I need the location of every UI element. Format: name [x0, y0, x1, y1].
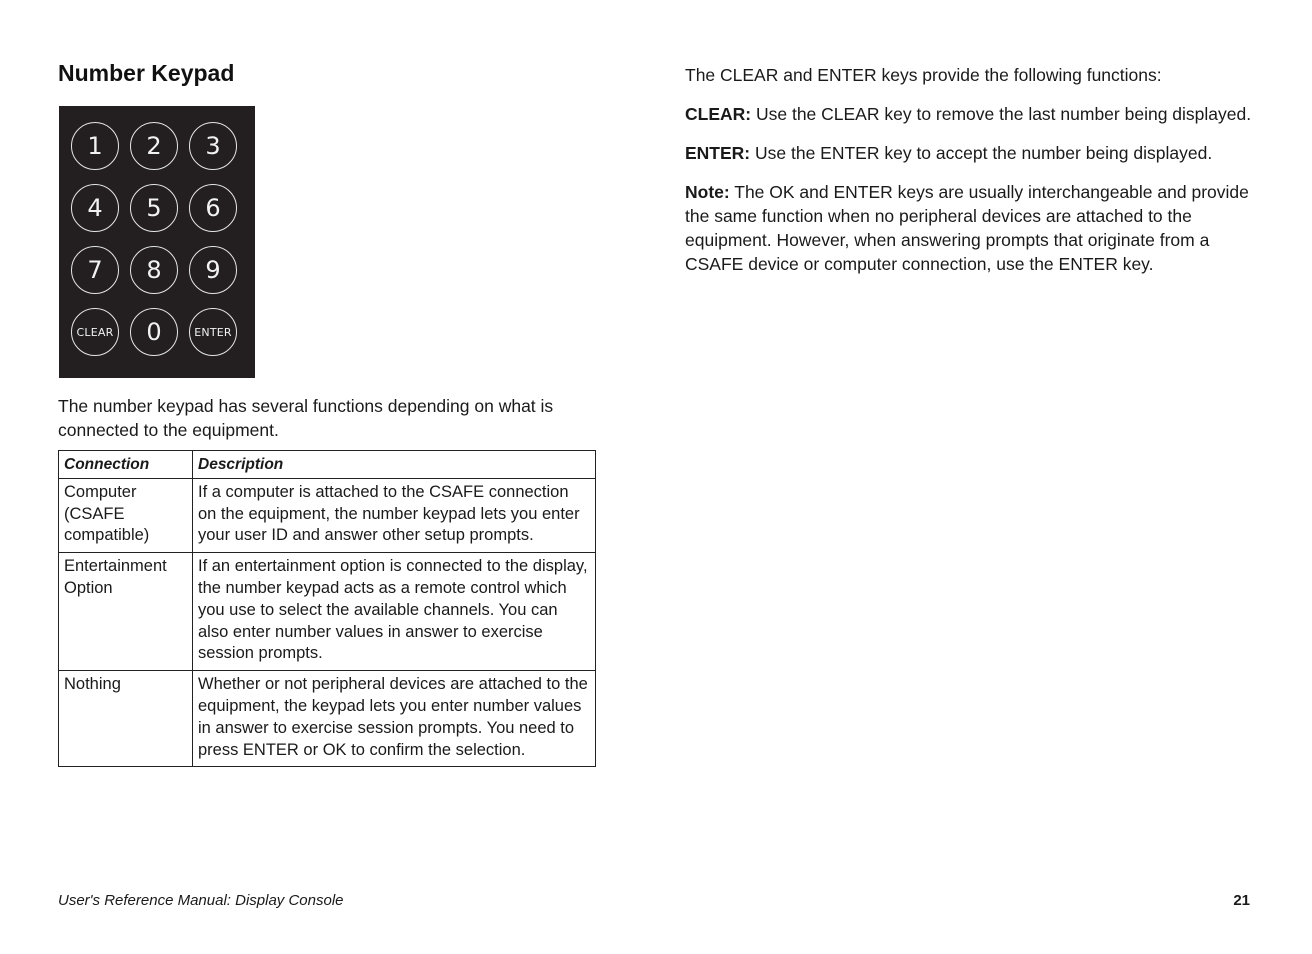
note-text: The OK and ENTER keys are usually interchangeable and provide the same function when no peripheral devices are attached to the equipment. However, when answering prompts that originate from a CSAFE device or computer connection, use the ENTER key.: [685, 182, 1249, 274]
table-row: [59, 553, 596, 671]
clear-label: CLEAR:: [685, 104, 752, 124]
description-cell: Whether or not peripheral devices are attached to the equipment, the keypad lets you enter number values in answer to exercise session prompts. You need to press ENTER or OK to confirm the selection.: [193, 671, 596, 767]
enter-label: ENTER:: [685, 143, 751, 163]
connection-cell: Computer (CSAFE compatible): [59, 478, 193, 552]
number-keypad-image: [59, 106, 255, 378]
key-9: 9: [189, 246, 237, 294]
connection-table: [58, 450, 596, 767]
table-header-row: [59, 451, 596, 479]
table-row: [59, 671, 596, 767]
keys-intro: The CLEAR and ENTER keys provide the following functions:: [685, 65, 1162, 85]
key-8: 8: [130, 246, 178, 294]
note-label: Note:: [685, 182, 730, 202]
footer-manual-title: User's Reference Manual: Display Console: [58, 892, 344, 909]
key-7: 7: [71, 246, 119, 294]
right-column: [685, 63, 1260, 291]
enter-paragraph: [685, 141, 1260, 165]
description-cell: If an entertainment option is connected to the display, the number keypad acts as a remote control which you use to select the available channels. You can also enter number values in answer to exercise session prompts.: [193, 553, 596, 671]
key-2: 2: [130, 122, 178, 170]
page-title: Number Keypad: [58, 60, 235, 86]
key-6: 6: [189, 184, 237, 232]
clear-text: Use the CLEAR key to remove the last number being displayed.: [751, 104, 1252, 124]
column-header-description: Description: [193, 451, 596, 479]
note-paragraph: [685, 180, 1260, 276]
key-0: 0: [130, 308, 178, 356]
connection-cell: Entertainment Option: [59, 553, 193, 671]
key-enter: ENTER: [189, 308, 237, 356]
description-cell: If a computer is attached to the CSAFE connection on the equipment, the number keypad lets you enter your user ID and answer other setup prompts.: [193, 478, 596, 552]
column-header-connection: Connection: [59, 451, 193, 479]
key-3: 3: [189, 122, 237, 170]
intro-paragraph: The number keypad has several functions depending on what is connected to the equipment.: [58, 396, 554, 440]
key-4: 4: [71, 184, 119, 232]
page-number: 21: [1233, 892, 1250, 909]
table-row: [59, 478, 596, 552]
enter-text: Use the ENTER key to accept the number being displayed.: [750, 143, 1213, 163]
clear-paragraph: [685, 102, 1260, 126]
key-5: 5: [130, 184, 178, 232]
key-clear: CLEAR: [71, 308, 119, 356]
connection-cell: Nothing: [59, 671, 193, 767]
key-1: 1: [71, 122, 119, 170]
